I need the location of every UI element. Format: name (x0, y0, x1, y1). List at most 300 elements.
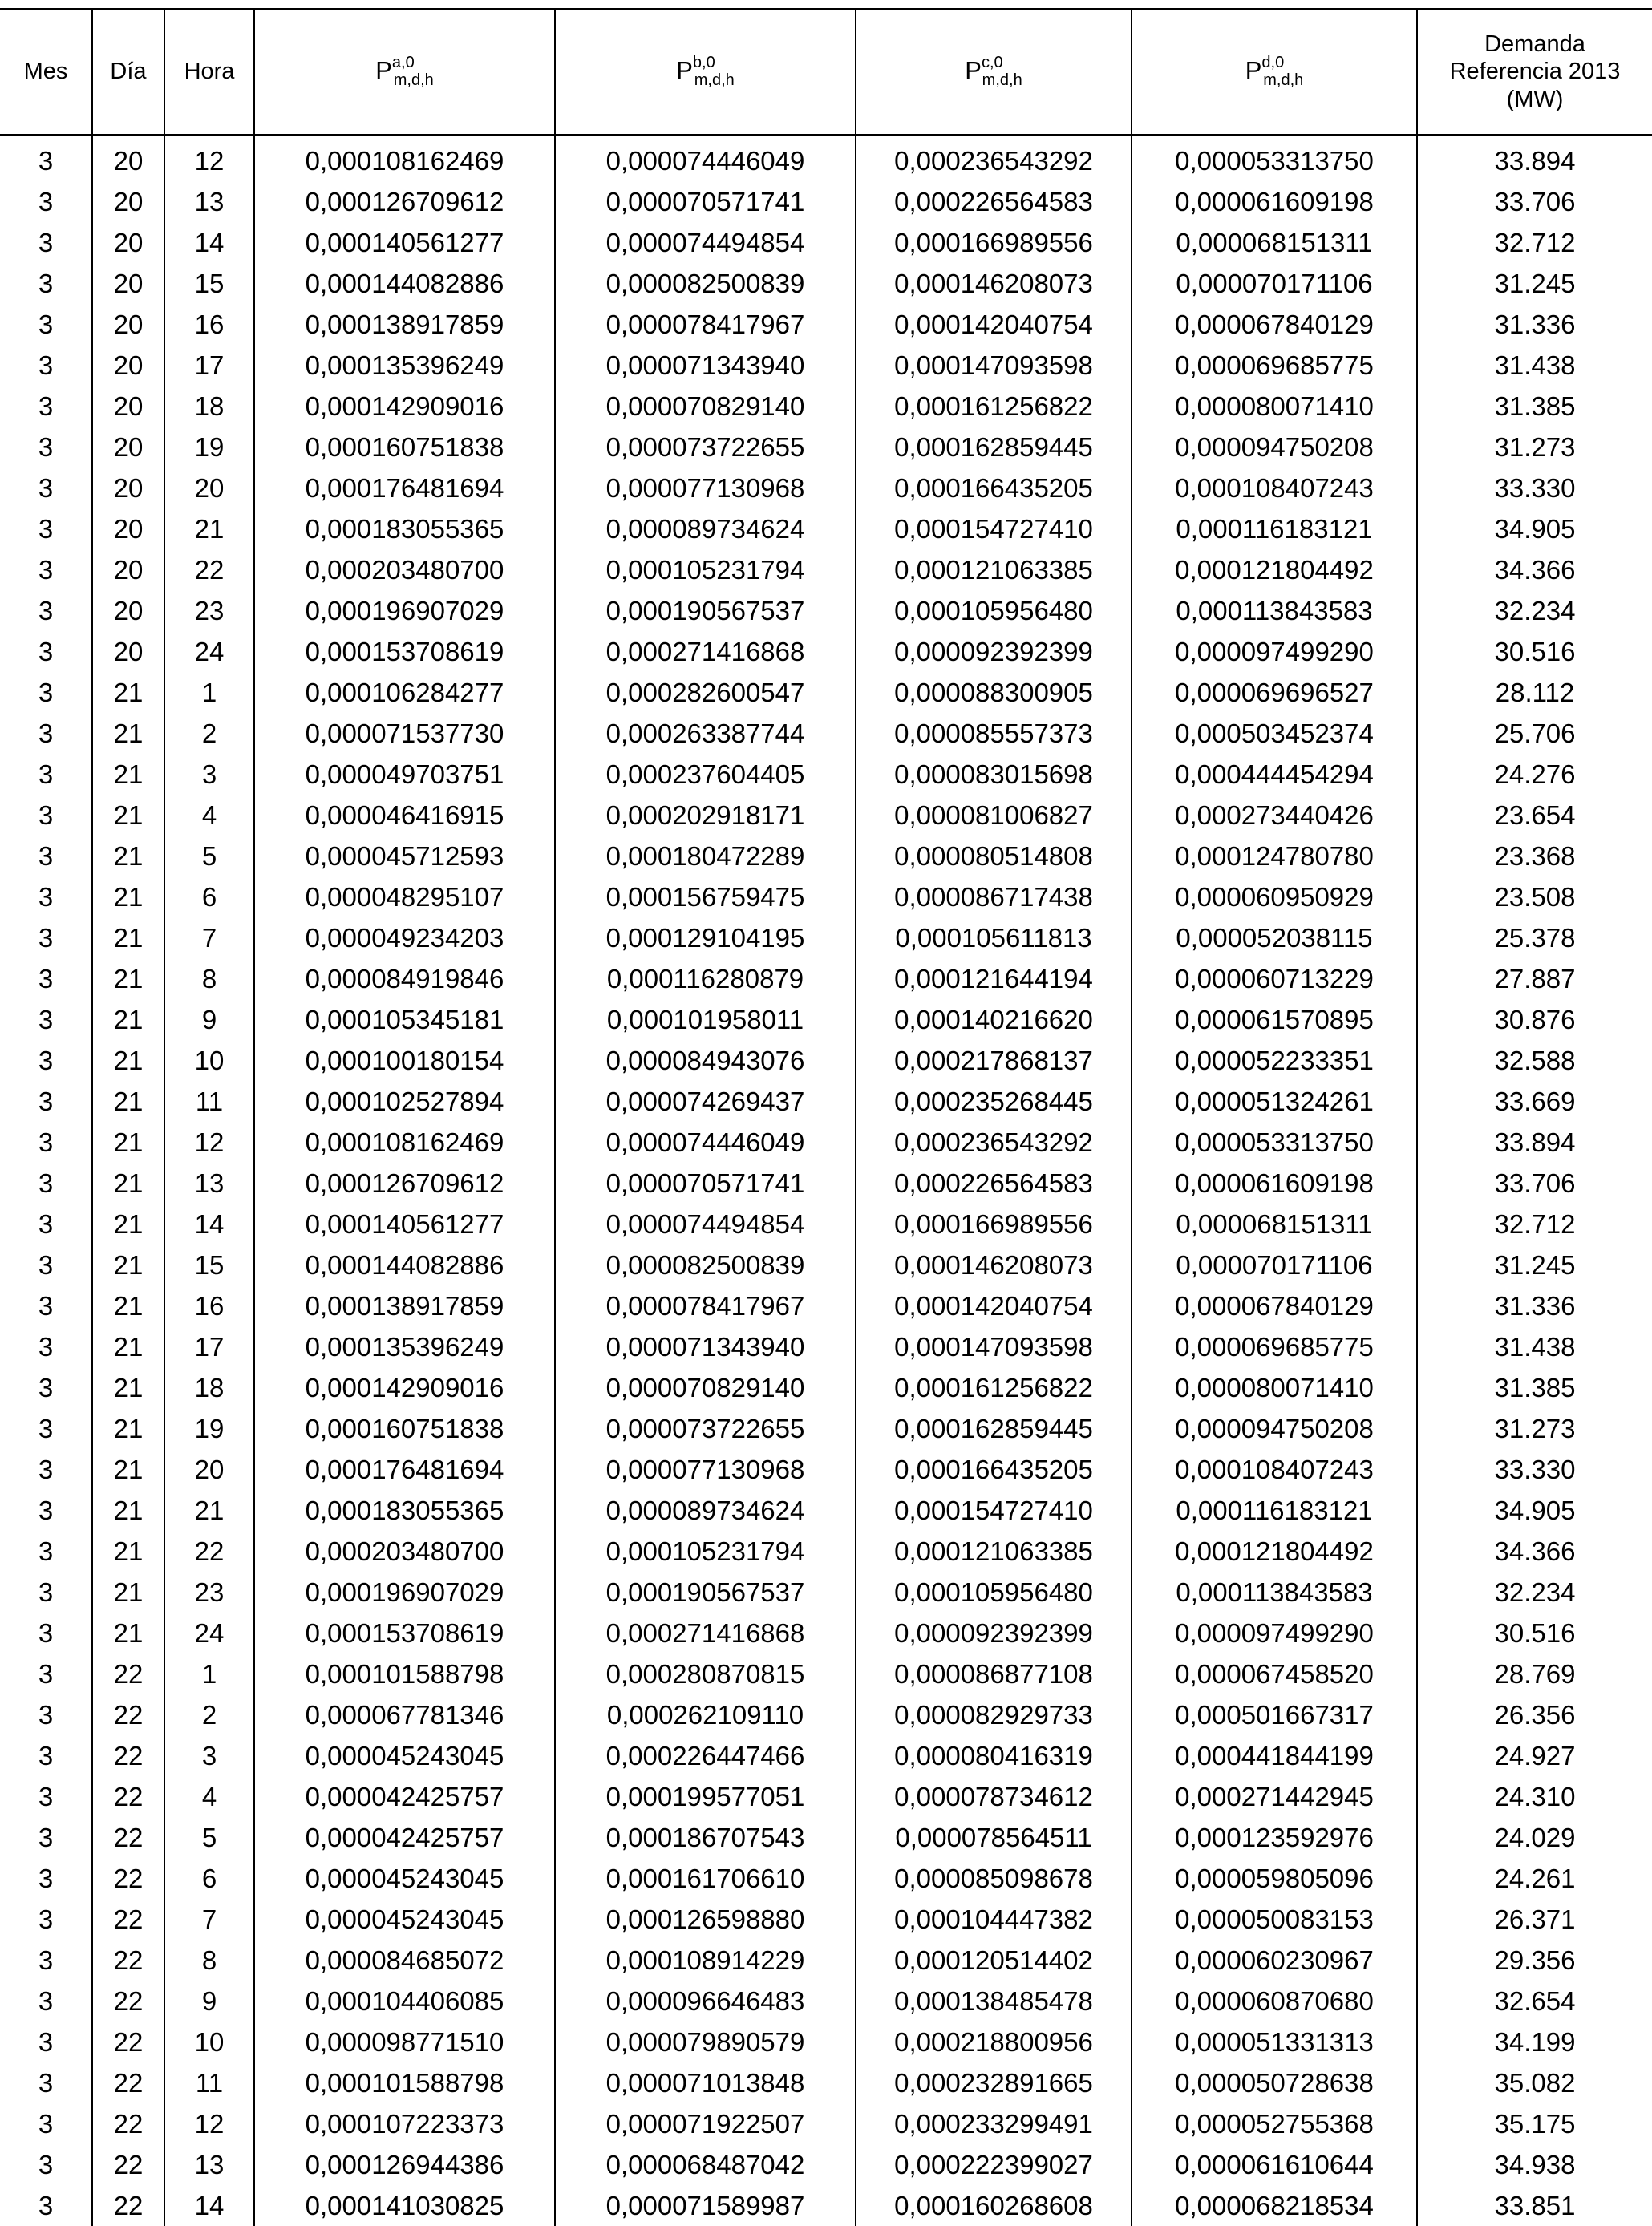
cell-pc: 0,000120514402 (856, 1940, 1132, 1981)
cell-pc: 0,000105956480 (856, 590, 1132, 631)
cell-pc: 0,000161256822 (856, 1367, 1132, 1408)
cell-hora: 11 (164, 2062, 254, 2103)
cell-pa: 0,000100180154 (254, 1040, 555, 1081)
table-row (0, 1694, 1652, 1735)
cell-dia: 20 (92, 508, 164, 549)
cell-hora: 16 (164, 1285, 254, 1326)
cell-pd: 0,000273440426 (1132, 795, 1417, 836)
cell-hora: 22 (164, 1531, 254, 1572)
cell-pc: 0,000233299491 (856, 2103, 1132, 2144)
cell-pd: 0,000052038115 (1132, 917, 1417, 958)
cell-pa: 0,000135396249 (254, 1326, 555, 1367)
table-row (0, 2103, 1652, 2144)
cell-mes: 3 (38, 678, 54, 707)
cell-hora: 8 (164, 1940, 254, 1981)
cell-pa: 0,000203480700 (254, 1531, 555, 1572)
cell-hora: 3 (164, 754, 254, 795)
cell-pb: 0,000074494854 (555, 222, 856, 263)
cell-hora: 18 (164, 386, 254, 427)
cell-pa: 0,000071537730 (254, 713, 555, 754)
cell-pc: 0,000085098678 (856, 1858, 1132, 1899)
cell-pa: 0,000140561277 (254, 222, 555, 263)
cell-pa: 0,000098771510 (254, 2022, 555, 2062)
cell-demanda: 35.082 (1417, 2062, 1652, 2103)
table-row (0, 1285, 1652, 1326)
cell-mes: 3 (38, 1250, 54, 1280)
cell-pc: 0,000146208073 (856, 263, 1132, 304)
cell-mes: 3 (38, 391, 54, 421)
cell-pa: 0,000183055365 (254, 508, 555, 549)
header-pc-sub: m,d,h (982, 71, 1022, 89)
cell-demanda: 34.199 (1417, 2022, 1652, 2062)
cell-pd: 0,000113843583 (1132, 1572, 1417, 1613)
cell-pc: 0,000154727410 (856, 508, 1132, 549)
cell-demanda: 34.366 (1417, 1531, 1652, 1572)
cell-dia: 20 (92, 467, 164, 508)
cell-dia: 21 (92, 958, 164, 999)
cell-demanda: 23.508 (1417, 876, 1652, 917)
cell-pa: 0,000049234203 (254, 917, 555, 958)
cell-dia: 20 (92, 181, 164, 222)
cell-dia: 20 (92, 427, 164, 467)
cell-demanda: 32.654 (1417, 1981, 1652, 2022)
cell-demanda: 32.234 (1417, 590, 1652, 631)
cell-hora: 10 (164, 1040, 254, 1081)
cell-hora: 9 (164, 999, 254, 1040)
cell-demanda: 24.029 (1417, 1817, 1652, 1858)
cell-pa: 0,000108162469 (254, 1122, 555, 1163)
cell-pd: 0,000051324261 (1132, 1081, 1417, 1122)
cell-pc: 0,000232891665 (856, 2062, 1132, 2103)
cell-pd: 0,000069685775 (1132, 345, 1417, 386)
cell-pa: 0,000105345181 (254, 999, 555, 1040)
cell-mes: 3 (38, 1741, 54, 1771)
cell-dia: 22 (92, 1776, 164, 1817)
cell-pb: 0,000071343940 (555, 345, 856, 386)
table-row (0, 181, 1652, 222)
cell-demanda: 26.371 (1417, 1899, 1652, 1940)
cell-pa: 0,000049703751 (254, 754, 555, 795)
cell-pd: 0,000050728638 (1132, 2062, 1417, 2103)
cell-mes: 3 (38, 1168, 54, 1198)
cell-pd: 0,000097499290 (1132, 1613, 1417, 1653)
cell-pd: 0,000051331313 (1132, 2022, 1417, 2062)
table-row (0, 917, 1652, 958)
cell-pc: 0,000086717438 (856, 876, 1132, 917)
cell-pd: 0,000097499290 (1132, 631, 1417, 672)
cell-pd: 0,000061570895 (1132, 999, 1417, 1040)
cell-mes: 3 (38, 269, 54, 298)
table-row (0, 2022, 1652, 2062)
cell-pc: 0,000104447382 (856, 1899, 1132, 1940)
cell-pb: 0,000070829140 (555, 1367, 856, 1408)
cell-pd: 0,000060713229 (1132, 958, 1417, 999)
cell-pa: 0,000142909016 (254, 386, 555, 427)
cell-mes: 3 (38, 1904, 54, 1934)
cell-pd: 0,000052755368 (1132, 2103, 1417, 2144)
cell-pa: 0,000046416915 (254, 795, 555, 836)
table-row (0, 631, 1652, 672)
header-demanda-line3: (MW) (1506, 86, 1564, 112)
cell-pc: 0,000088300905 (856, 672, 1132, 713)
header-pd-sup: d,0 (1261, 53, 1285, 71)
cell-pb: 0,000079890579 (555, 2022, 856, 2062)
header-pc-base: P (965, 55, 982, 84)
cell-dia: 22 (92, 2103, 164, 2144)
cell-mes: 3 (38, 187, 54, 217)
cell-dia: 21 (92, 1245, 164, 1285)
cell-dia: 21 (92, 917, 164, 958)
table-row (0, 754, 1652, 795)
cell-hora: 18 (164, 1367, 254, 1408)
cell-demanda: 24.261 (1417, 1858, 1652, 1899)
cell-mes: 3 (38, 1127, 54, 1157)
cell-pa: 0,000101588798 (254, 1653, 555, 1694)
cell-pa: 0,000144082886 (254, 263, 555, 304)
cell-hora: 15 (164, 1245, 254, 1285)
cell-pb: 0,000129104195 (555, 917, 856, 958)
cell-pd: 0,000501667317 (1132, 1694, 1417, 1735)
cell-pc: 0,000226564583 (856, 1163, 1132, 1204)
cell-pa: 0,000045243045 (254, 1735, 555, 1776)
cell-dia: 21 (92, 876, 164, 917)
cell-dia: 21 (92, 1367, 164, 1408)
cell-dia: 21 (92, 1531, 164, 1572)
cell-pc: 0,000217868137 (856, 1040, 1132, 1081)
cell-pc: 0,000121063385 (856, 1531, 1132, 1572)
cell-dia: 20 (92, 590, 164, 631)
cell-pa: 0,000144082886 (254, 1245, 555, 1285)
cell-pc: 0,000140216620 (856, 999, 1132, 1040)
cell-dia: 22 (92, 1735, 164, 1776)
cell-mes: 3 (38, 1986, 54, 2016)
cell-demanda: 24.276 (1417, 754, 1652, 795)
cell-pb: 0,000074494854 (555, 1204, 856, 1245)
table-row (0, 2144, 1652, 2185)
cell-hora: 2 (164, 1694, 254, 1735)
table-row (0, 386, 1652, 427)
cell-pc: 0,000092392399 (856, 631, 1132, 672)
cell-pc: 0,000086877108 (856, 1653, 1132, 1694)
header-hora: Hora (164, 9, 254, 135)
cell-demanda: 33.894 (1417, 1122, 1652, 1163)
cell-pc: 0,000138485478 (856, 1981, 1132, 2022)
cell-pd: 0,000444454294 (1132, 754, 1417, 795)
cell-pa: 0,000160751838 (254, 1408, 555, 1449)
cell-pa: 0,000045712593 (254, 836, 555, 876)
cell-pa: 0,000067781346 (254, 1694, 555, 1735)
cell-dia: 21 (92, 999, 164, 1040)
cell-pd: 0,000068151311 (1132, 1204, 1417, 1245)
cell-pd: 0,000069696527 (1132, 672, 1417, 713)
cell-demanda: 23.654 (1417, 795, 1652, 836)
cell-demanda: 24.927 (1417, 1735, 1652, 1776)
cell-hora: 8 (164, 958, 254, 999)
table-row (0, 508, 1652, 549)
cell-pa: 0,000048295107 (254, 876, 555, 917)
table-row (0, 1981, 1652, 2022)
cell-hora: 12 (164, 140, 254, 181)
cell-pd: 0,000070171106 (1132, 1245, 1417, 1285)
cell-dia: 22 (92, 1940, 164, 1981)
cell-hora: 23 (164, 590, 254, 631)
cell-pa: 0,000101588798 (254, 2062, 555, 2103)
table-row (0, 590, 1652, 631)
cell-pc: 0,000078564511 (856, 1817, 1132, 1858)
cell-pb: 0,000082500839 (555, 263, 856, 304)
cell-pb: 0,000282600547 (555, 672, 856, 713)
cell-dia: 20 (92, 222, 164, 263)
cell-demanda: 25.378 (1417, 917, 1652, 958)
cell-pc: 0,000160268608 (856, 2185, 1132, 2226)
header-mes: Mes (0, 9, 92, 135)
cell-hora: 5 (164, 1817, 254, 1858)
cell-dia: 22 (92, 1653, 164, 1694)
table-row (0, 876, 1652, 917)
cell-dia: 22 (92, 2185, 164, 2226)
header-pb-sub: m,d,h (694, 71, 735, 89)
cell-pb: 0,000190567537 (555, 590, 856, 631)
cell-hora: 17 (164, 1326, 254, 1367)
cell-dia: 21 (92, 795, 164, 836)
cell-hora: 2 (164, 713, 254, 754)
cell-pc: 0,000166989556 (856, 222, 1132, 263)
cell-pc: 0,000121644194 (856, 958, 1132, 999)
cell-hora: 14 (164, 2185, 254, 2226)
cell-dia: 21 (92, 1490, 164, 1531)
table-row (0, 672, 1652, 713)
table-row (0, 1613, 1652, 1653)
cell-demanda: 31.385 (1417, 1367, 1652, 1408)
header-dia: Día (92, 9, 164, 135)
cell-dia: 20 (92, 304, 164, 345)
cell-pd: 0,000124780780 (1132, 836, 1417, 876)
cell-pb: 0,000237604405 (555, 754, 856, 795)
cell-mes: 3 (38, 637, 54, 666)
cell-hora: 13 (164, 2144, 254, 2185)
cell-pb: 0,000068487042 (555, 2144, 856, 2185)
cell-pb: 0,000077130968 (555, 1449, 856, 1490)
cell-demanda: 31.245 (1417, 263, 1652, 304)
cell-hora: 14 (164, 1204, 254, 1245)
cell-hora: 10 (164, 2022, 254, 2062)
cell-demanda: 34.905 (1417, 508, 1652, 549)
cell-mes: 3 (38, 555, 54, 585)
header-pb-base: P (676, 55, 693, 84)
cell-dia: 20 (92, 549, 164, 590)
table-row (0, 1245, 1652, 1285)
cell-pa: 0,000176481694 (254, 467, 555, 508)
cell-pb: 0,000073722655 (555, 427, 856, 467)
cell-pd: 0,000271442945 (1132, 1776, 1417, 1817)
cell-pc: 0,000166989556 (856, 1204, 1132, 1245)
cell-pb: 0,000190567537 (555, 1572, 856, 1613)
cell-mes: 3 (38, 923, 54, 953)
cell-hora: 24 (164, 1613, 254, 1653)
table-row (0, 467, 1652, 508)
cell-mes: 3 (38, 1618, 54, 1648)
cell-pc: 0,000105611813 (856, 917, 1132, 958)
cell-pa: 0,000196907029 (254, 590, 555, 631)
cell-pa: 0,000126709612 (254, 181, 555, 222)
cell-dia: 21 (92, 1204, 164, 1245)
table-row (0, 549, 1652, 590)
cell-pb: 0,000071343940 (555, 1326, 856, 1367)
cell-pa: 0,000153708619 (254, 631, 555, 672)
cell-pd: 0,000441844199 (1132, 1735, 1417, 1776)
cell-pd: 0,000116183121 (1132, 1490, 1417, 1531)
cell-demanda: 30.516 (1417, 631, 1652, 672)
cell-pc: 0,000235268445 (856, 1081, 1132, 1122)
table-row (0, 263, 1652, 304)
cell-hora: 13 (164, 181, 254, 222)
cell-pc: 0,000081006827 (856, 795, 1132, 836)
cell-dia: 21 (92, 1163, 164, 1204)
cell-mes: 3 (38, 1209, 54, 1239)
cell-pd: 0,000052233351 (1132, 1040, 1417, 1081)
cell-pd: 0,000123592976 (1132, 1817, 1417, 1858)
cell-pb: 0,000078417967 (555, 304, 856, 345)
cell-pb: 0,000116280879 (555, 958, 856, 999)
cell-mes: 3 (38, 432, 54, 462)
cell-pb: 0,000070571741 (555, 1163, 856, 1204)
cell-pc: 0,000092392399 (856, 1613, 1132, 1653)
cell-pb: 0,000105231794 (555, 1531, 856, 1572)
cell-demanda: 32.234 (1417, 1572, 1652, 1613)
cell-pc: 0,000226564583 (856, 181, 1132, 222)
cell-demanda: 33.669 (1417, 1081, 1652, 1122)
cell-hora: 1 (164, 1653, 254, 1694)
table-row (0, 1081, 1652, 1122)
header-pa (254, 9, 555, 135)
cell-mes: 3 (38, 1373, 54, 1402)
cell-mes: 3 (38, 964, 54, 994)
table-row (0, 958, 1652, 999)
cell-dia: 21 (92, 1122, 164, 1163)
cell-pc: 0,000105956480 (856, 1572, 1132, 1613)
cell-pa: 0,000138917859 (254, 304, 555, 345)
cell-dia: 20 (92, 386, 164, 427)
cell-dia: 21 (92, 1572, 164, 1613)
cell-mes: 3 (38, 1782, 54, 1811)
cell-pd: 0,000121804492 (1132, 549, 1417, 590)
cell-demanda: 31.336 (1417, 304, 1652, 345)
cell-dia: 20 (92, 263, 164, 304)
cell-dia: 22 (92, 2144, 164, 2185)
cell-demanda: 35.175 (1417, 2103, 1652, 2144)
cell-demanda: 31.385 (1417, 386, 1652, 427)
table-row (0, 1858, 1652, 1899)
cell-hora: 9 (164, 1981, 254, 2022)
cell-pb: 0,000071589987 (555, 2185, 856, 2226)
cell-pb: 0,000202918171 (555, 795, 856, 836)
cell-mes: 3 (38, 1577, 54, 1607)
cell-demanda: 26.356 (1417, 1694, 1652, 1735)
header-row (0, 9, 1652, 135)
cell-hora: 19 (164, 1408, 254, 1449)
cell-hora: 15 (164, 263, 254, 304)
table-body (0, 135, 1652, 2226)
cell-demanda: 30.876 (1417, 999, 1652, 1040)
cell-pc: 0,000161256822 (856, 386, 1132, 427)
table-row (0, 1572, 1652, 1613)
cell-demanda: 32.712 (1417, 222, 1652, 263)
table-row (0, 795, 1652, 836)
cell-pa: 0,000045243045 (254, 1858, 555, 1899)
cell-pa: 0,000183055365 (254, 1490, 555, 1531)
cell-pa: 0,000045243045 (254, 1899, 555, 1940)
cell-pd: 0,000116183121 (1132, 508, 1417, 549)
cell-pc: 0,000085557373 (856, 713, 1132, 754)
cell-demanda: 31.273 (1417, 427, 1652, 467)
cell-pc: 0,000142040754 (856, 304, 1132, 345)
cell-pb: 0,000070571741 (555, 181, 856, 222)
header-pd-sub: m,d,h (1263, 71, 1304, 89)
cell-demanda: 32.712 (1417, 1204, 1652, 1245)
cell-dia: 22 (92, 1858, 164, 1899)
cell-mes: 3 (38, 228, 54, 257)
cell-pa: 0,000126944386 (254, 2144, 555, 2185)
cell-mes: 3 (38, 350, 54, 380)
cell-pb: 0,000186707543 (555, 1817, 856, 1858)
cell-pd: 0,000080071410 (1132, 386, 1417, 427)
cell-pd: 0,000113843583 (1132, 590, 1417, 631)
cell-dia: 21 (92, 713, 164, 754)
cell-pc: 0,000218800956 (856, 2022, 1132, 2062)
cell-pb: 0,000071922507 (555, 2103, 856, 2144)
cell-demanda: 34.938 (1417, 2144, 1652, 2185)
cell-pa: 0,000107223373 (254, 2103, 555, 2144)
cell-mes: 3 (38, 1087, 54, 1116)
cell-pb: 0,000096646483 (555, 1981, 856, 2022)
cell-hora: 12 (164, 1122, 254, 1163)
cell-pb: 0,000089734624 (555, 1490, 856, 1531)
cell-pb: 0,000226447466 (555, 1735, 856, 1776)
cell-pc: 0,000222399027 (856, 2144, 1132, 2185)
cell-pa: 0,000102527894 (254, 1081, 555, 1122)
cell-demanda: 29.356 (1417, 1940, 1652, 1981)
table-row (0, 1776, 1652, 1817)
cell-demanda: 31.273 (1417, 1408, 1652, 1449)
cell-demanda: 31.245 (1417, 1245, 1652, 1285)
cell-mes: 3 (38, 2191, 54, 2220)
table-row (0, 1899, 1652, 1940)
cell-demanda: 25.706 (1417, 713, 1652, 754)
table-row (0, 1940, 1652, 1981)
cell-hora: 6 (164, 1858, 254, 1899)
cell-mes: 3 (38, 1455, 54, 1484)
cell-pc: 0,000080514808 (856, 836, 1132, 876)
table-row (0, 1408, 1652, 1449)
cell-pd: 0,000059805096 (1132, 1858, 1417, 1899)
cell-pa: 0,000084685072 (254, 1940, 555, 1981)
cell-demanda: 23.368 (1417, 836, 1652, 876)
cell-dia: 21 (92, 672, 164, 713)
cell-mes: 3 (38, 2109, 54, 2139)
cell-pb: 0,000078417967 (555, 1285, 856, 1326)
cell-pd: 0,000050083153 (1132, 1899, 1417, 1940)
cell-pb: 0,000089734624 (555, 508, 856, 549)
cell-hora: 7 (164, 1899, 254, 1940)
cell-pa: 0,000084919846 (254, 958, 555, 999)
cell-pb: 0,000084943076 (555, 1040, 856, 1081)
cell-pa: 0,000042425757 (254, 1776, 555, 1817)
cell-dia: 22 (92, 2062, 164, 2103)
cell-mes: 3 (38, 146, 54, 176)
cell-mes: 3 (38, 800, 54, 830)
cell-pb: 0,000262109110 (555, 1694, 856, 1735)
cell-pd: 0,000068218534 (1132, 2185, 1417, 2226)
